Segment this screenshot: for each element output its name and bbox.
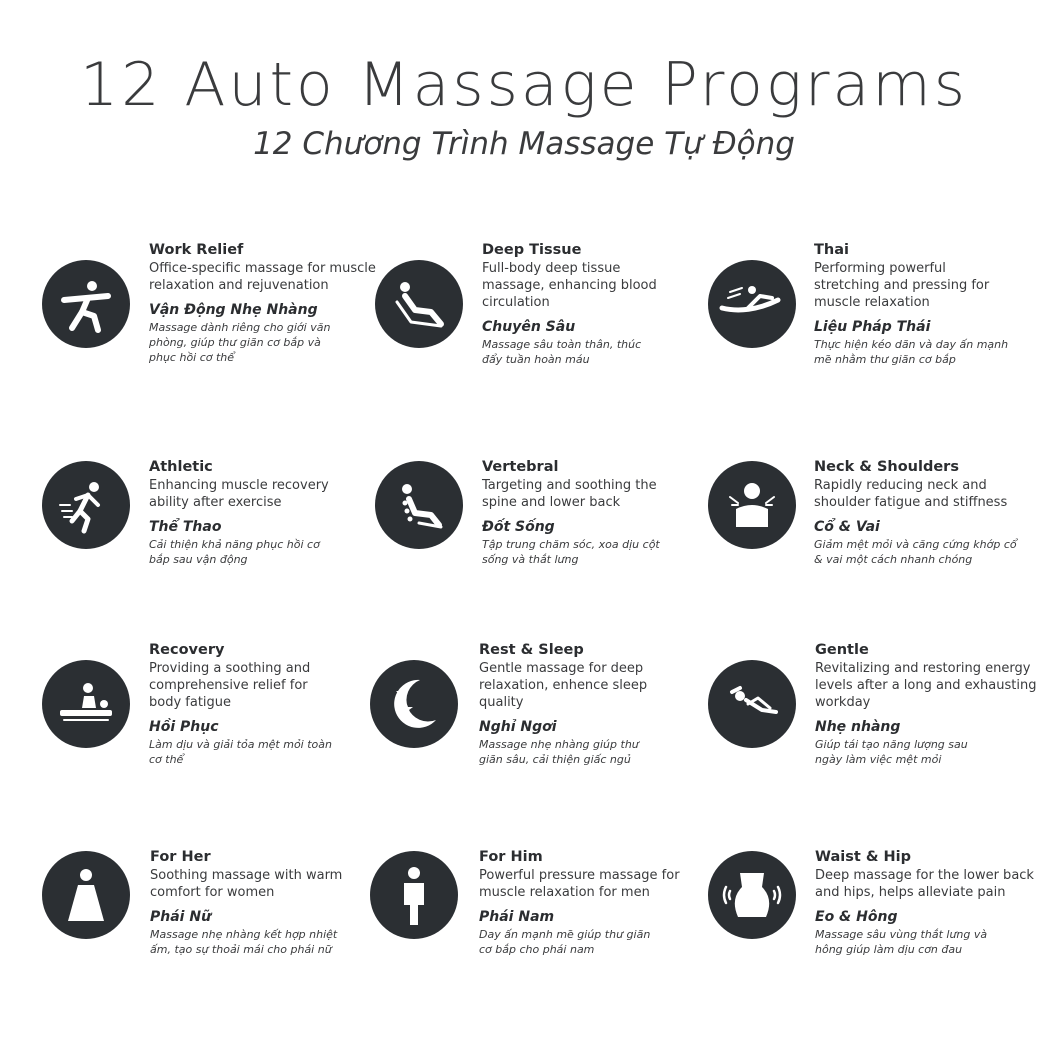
program-description-vi: Massage nhẹ nhàng kết hợp nhiệt ấm, tạo sự thoải mái cho phái nữ: [150, 928, 338, 956]
page-title: 12 Auto Massage Programs: [80, 50, 968, 120]
lying-person-icon: [708, 660, 796, 748]
program-description-vi: Massage sâu toàn thân, thúc đẩy tuần hoàn máu: [482, 338, 642, 366]
waist-hip-icon: [708, 851, 796, 939]
program-description: Enhancing muscle recovery ability after exercise: [149, 478, 329, 510]
program-name-vi: Eo & Hông: [815, 909, 898, 925]
program-name: Rest & Sleep: [479, 642, 584, 658]
program-description: Gentle massage for deep relaxation, enhence sleep quality: [479, 661, 648, 710]
program-name-vi: Đốt Sống: [482, 519, 555, 535]
program-description: Full-body deep tissue massage, enhancing blood circulation: [482, 261, 657, 310]
program-description-vi: Thực hiện kéo dãn và day ấn mạnh mẽ nhằm thư giãn cơ bắp: [814, 338, 1009, 366]
program-description: Targeting and soothing the spine and lower back: [482, 478, 657, 510]
program-description: Office-specific massage for muscle relaxation and rejuvenation: [149, 261, 376, 293]
program-name-vi: Cổ & Vai: [814, 519, 880, 535]
program-name: Neck & Shoulders: [814, 459, 959, 475]
program-description: Performing powerful stretching and pressing for muscle relaxation: [814, 261, 990, 310]
man-icon: [370, 851, 458, 939]
program-description-vi: Massage sâu vùng thắt lưng và hông giúp làm dịu cơn đau: [815, 928, 988, 956]
program-name: For Her: [150, 849, 211, 865]
massage-table-icon: [42, 660, 130, 748]
spine-chair-icon: [375, 461, 463, 549]
program-description-vi: Giảm mệt mỏi và căng cứng khớp cổ & vai một cách nhanh chóng: [814, 538, 1017, 566]
program-name: For Him: [479, 849, 543, 865]
sprinter-icon: [42, 461, 130, 549]
thai-stretch-icon: [708, 260, 796, 348]
program-description: Soothing massage with warm comfort for women: [150, 868, 343, 900]
reclining-chair-person-icon: [375, 260, 463, 348]
program-name: Gentle: [815, 642, 869, 658]
program-name-vi: Liệu Pháp Thái: [814, 319, 931, 335]
program-description: Providing a soothing and comprehensive relief for body fatigue: [149, 661, 311, 710]
program-name: Vertebral: [482, 459, 559, 475]
neck-shoulders-icon: [708, 461, 796, 549]
program-description-vi: Cải thiện khả năng phục hồi cơ bắp sau vận động: [149, 538, 320, 566]
moon-stars-icon: [370, 660, 458, 748]
program-name-vi: Nghỉ Ngơi: [479, 719, 557, 735]
program-name: Thai: [814, 242, 849, 258]
program-description-vi: Day ấn mạnh mẽ giúp thư giãn cơ bắp cho phái nam: [479, 928, 651, 956]
program-description: Revitalizing and restoring energy levels after a long and exhausting workday: [815, 661, 1037, 710]
program-name-vi: Vận Động Nhẹ Nhàng: [149, 302, 318, 318]
program-description-vi: Massage dành riêng cho giới văn phòng, giúp thư giãn cơ bắp và phục hồi cơ thể: [149, 321, 331, 364]
woman-icon: [42, 851, 130, 939]
program-name-vi: Thể Thao: [149, 519, 222, 535]
program-name-vi: Hồi Phục: [149, 719, 219, 735]
program-description-vi: Làm dịu và giải tỏa mệt mỏi toàn cơ thể: [149, 738, 332, 766]
program-description-vi: Tập trung chăm sóc, xoa dịu cột sống và thắt lưng: [482, 538, 660, 566]
program-name: Waist & Hip: [815, 849, 912, 865]
program-name: Athletic: [149, 459, 213, 475]
program-description: Rapidly reducing neck and shoulder fatigue and stiffness: [814, 478, 1008, 510]
program-name: Deep Tissue: [482, 242, 582, 258]
page-subtitle: 12 Chương Trình Massage Tự Động: [253, 126, 795, 162]
program-name-vi: Phái Nữ: [150, 909, 212, 925]
running-figure-icon: [42, 260, 130, 348]
program-name: Work Relief: [149, 242, 244, 258]
program-name-vi: Chuyên Sâu: [482, 319, 576, 335]
program-name: Recovery: [149, 642, 225, 658]
program-description-vi: Massage nhẹ nhàng giúp thư giãn sâu, cải thiện giấc ngủ: [479, 738, 639, 766]
program-description: Powerful pressure massage for muscle relaxation for men: [479, 868, 680, 900]
program-name-vi: Phái Nam: [479, 909, 555, 925]
program-name-vi: Nhẹ nhàng: [815, 719, 901, 735]
program-description-vi: Giúp tái tạo năng lượng sau ngày làm việc mệt mỏi: [815, 738, 968, 766]
program-description: Deep massage for the lower back and hips, helps alleviate pain: [815, 868, 1034, 900]
